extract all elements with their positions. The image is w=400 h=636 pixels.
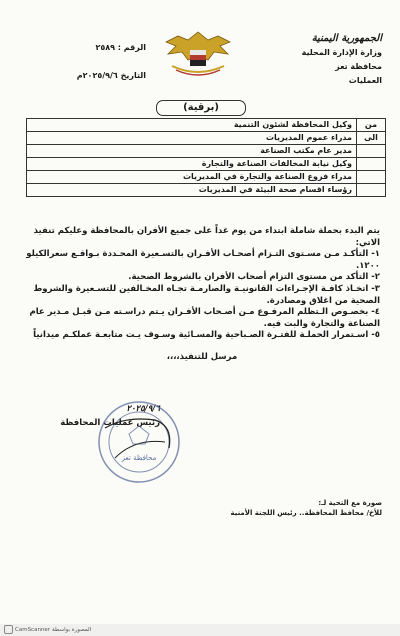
document-date: التاريخ ٢٠٢٥/٩/٦م xyxy=(76,71,146,80)
address-row xyxy=(27,171,385,184)
camscanner-icon xyxy=(4,625,13,634)
to-value: وكيل نيابة المخالفات الصناعة والتجارة xyxy=(201,159,352,168)
body-item: ١- التأكـد مـن مسـتوى التـزام أصحـاب الأفـران بالتسـعيرة المحـددة بـواقـع سعرالكيلو ١٢٠٠. xyxy=(26,249,380,271)
reference-number: الرقم : ٢٥٨٩ xyxy=(95,43,146,52)
to-value: مدراء فروع الصناعة والتجارة في المديريات xyxy=(183,172,352,181)
from-value: وكيل المحافظة لشئون التنمية xyxy=(233,120,352,129)
header-org-line-1: الجمهورية اليمنية xyxy=(311,33,382,44)
body-intro: يتم البدء بحملة شاملة ابتداء من يوم غداً على جميع الأفران بالمحافظة وعليكم تنفيذ الاتي: xyxy=(33,226,380,248)
body-item: ٣- اتخـاذ كافـة الإجـراءات القانونيـة والصارمـة تجـاه المخـالفين للتسـعيرة والشروط الصحية من اغلاق ومصادرة. xyxy=(33,283,380,306)
document-type-label: (برقية) xyxy=(156,100,246,116)
address-row xyxy=(27,184,385,196)
scanner-watermark-text: المصورة بواسطة xyxy=(52,627,92,633)
address-row xyxy=(27,158,385,171)
to-value: مدير عام مكتب الصناعة xyxy=(260,146,352,155)
camscanner-label: CamScanner xyxy=(4,624,50,636)
address-table xyxy=(26,118,386,197)
address-row-from xyxy=(27,119,385,132)
stamp-text: محافظة تعز xyxy=(121,454,157,462)
body-closing: مرسل للتنفيذ،،،، xyxy=(166,351,238,362)
official-stamp-icon xyxy=(95,398,183,486)
body-item: ٤- بخصـوص الـتظلم المرفـوع مـن أصـحاب الأفـران يـتم دراسـته مـن قبـل مـدير عام الصناعة والتجارة والبت فيه. xyxy=(29,307,380,329)
from-label: من xyxy=(356,119,385,131)
header-org-block xyxy=(272,32,382,88)
header-org-line-2: وزارة الإدارة المحلية xyxy=(301,48,382,57)
body-item: ٢- التأكد من مستوى التزام أصحاب الأفران بالشروط الصحية. xyxy=(128,272,380,283)
header-org-line-4: العمليات xyxy=(348,76,382,85)
to-value: مدراء عموم المديريات xyxy=(265,133,352,142)
signer-title: رئيس عمليات المحافظة xyxy=(60,418,160,428)
body-item: ٥- اسـتمرار الحملـة للفتـرة الصـباحية والمسـائية وسـوف يـت متابعـة عملكـم ميدانياً xyxy=(33,330,380,341)
header-ref-block xyxy=(66,34,146,90)
cc-line: للأخ/ محافظ المحافظة.. رئيس اللجنة الأمنية xyxy=(230,509,382,517)
address-row xyxy=(27,145,385,158)
header-org-line-3: محافظة تعز xyxy=(335,62,382,71)
handwritten-date: ٢٠٢٥/٩/٦ xyxy=(126,404,160,414)
document-body xyxy=(24,226,380,364)
address-row-to xyxy=(27,132,385,145)
cc-title: صورة مع التحية لـ: xyxy=(318,499,382,507)
eagle-emblem-icon xyxy=(158,26,238,82)
to-label: الى xyxy=(356,132,385,144)
cc-block xyxy=(122,498,382,518)
to-value: رؤساء اقسام صحة البيئة في المديريات xyxy=(198,185,352,194)
scanner-watermark-bar xyxy=(0,624,400,636)
